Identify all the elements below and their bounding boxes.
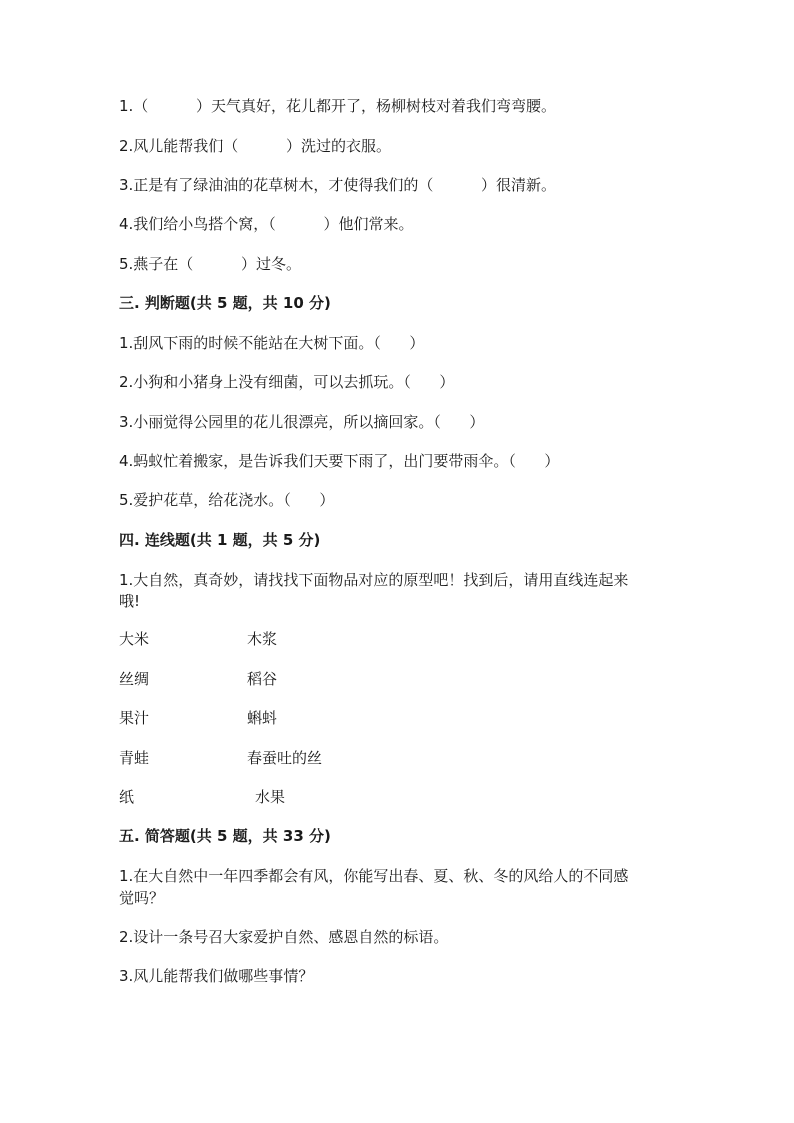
judge-item-2: 2.小狗和小猪身上没有细菌，可以去抓玩。（ ） — [119, 373, 455, 391]
short-answer-section-heading: 五. 简答题(共 5 题，共 33 分) — [119, 827, 331, 845]
match-right-item-3: 蝌蚪 — [247, 709, 278, 727]
short-answer-q1-line-2: 觉吗？ — [119, 889, 165, 907]
fill-blank-item-3: 3.正是有了绿油油的花草树木，才使得我们的（ ）很清新。 — [119, 176, 556, 194]
match-question-line-2: 哦! — [119, 592, 141, 610]
match-right-item-5: 水果 — [255, 788, 286, 806]
fill-blank-item-5: 5.燕子在（ ）过冬。 — [119, 255, 301, 273]
match-section-heading: 四. 连线题(共 1 题，共 5 分) — [119, 531, 321, 549]
short-answer-q1-line-1: 1.在大自然中一年四季都会有风，你能写出春、夏、秋、冬的风给人的不同感 — [119, 867, 629, 885]
match-right-item-2: 稻谷 — [247, 670, 278, 688]
judge-item-4: 4.蚂蚁忙着搬家，是告诉我们天要下雨了，出门要带雨伞。（ ） — [119, 452, 560, 470]
judge-section-heading: 三. 判断题(共 5 题，共 10 分) — [119, 294, 331, 312]
fill-blank-item-4: 4.我们给小鸟搭个窝，（ ）他们常来。 — [119, 215, 414, 233]
match-question-line-1: 1.大自然，真奇妙，请找找下面物品对应的原型吧！找到后，请用直线连起来 — [119, 571, 629, 589]
match-left-item-5: 纸 — [119, 788, 135, 806]
short-answer-q3: 3.风儿能帮我们做哪些事情？ — [119, 967, 314, 985]
match-right-item-1: 木浆 — [247, 630, 278, 648]
judge-item-5: 5.爱护花草，给花浇水。（ ） — [119, 491, 335, 509]
match-right-item-4: 春蚕吐的丝 — [247, 749, 323, 767]
match-left-item-3: 果汁 — [119, 709, 150, 727]
match-left-item-1: 大米 — [119, 630, 150, 648]
fill-blank-item-1: 1.（ ）天气真好，花儿都开了，杨柳树枝对着我们弯弯腰。 — [119, 97, 556, 115]
short-answer-q2: 2.设计一条号召大家爱护自然、感恩自然的标语。 — [119, 928, 449, 946]
match-left-item-4: 青蛙 — [119, 749, 150, 767]
fill-blank-item-2: 2.风儿能帮我们（ ）洗过的衣服。 — [119, 137, 391, 155]
match-left-item-2: 丝绸 — [119, 670, 150, 688]
judge-item-3: 3.小丽觉得公园里的花儿很漂亮，所以摘回家。（ ） — [119, 413, 485, 431]
judge-item-1: 1.刮风下雨的时候不能站在大树下面。（ ） — [119, 334, 425, 352]
